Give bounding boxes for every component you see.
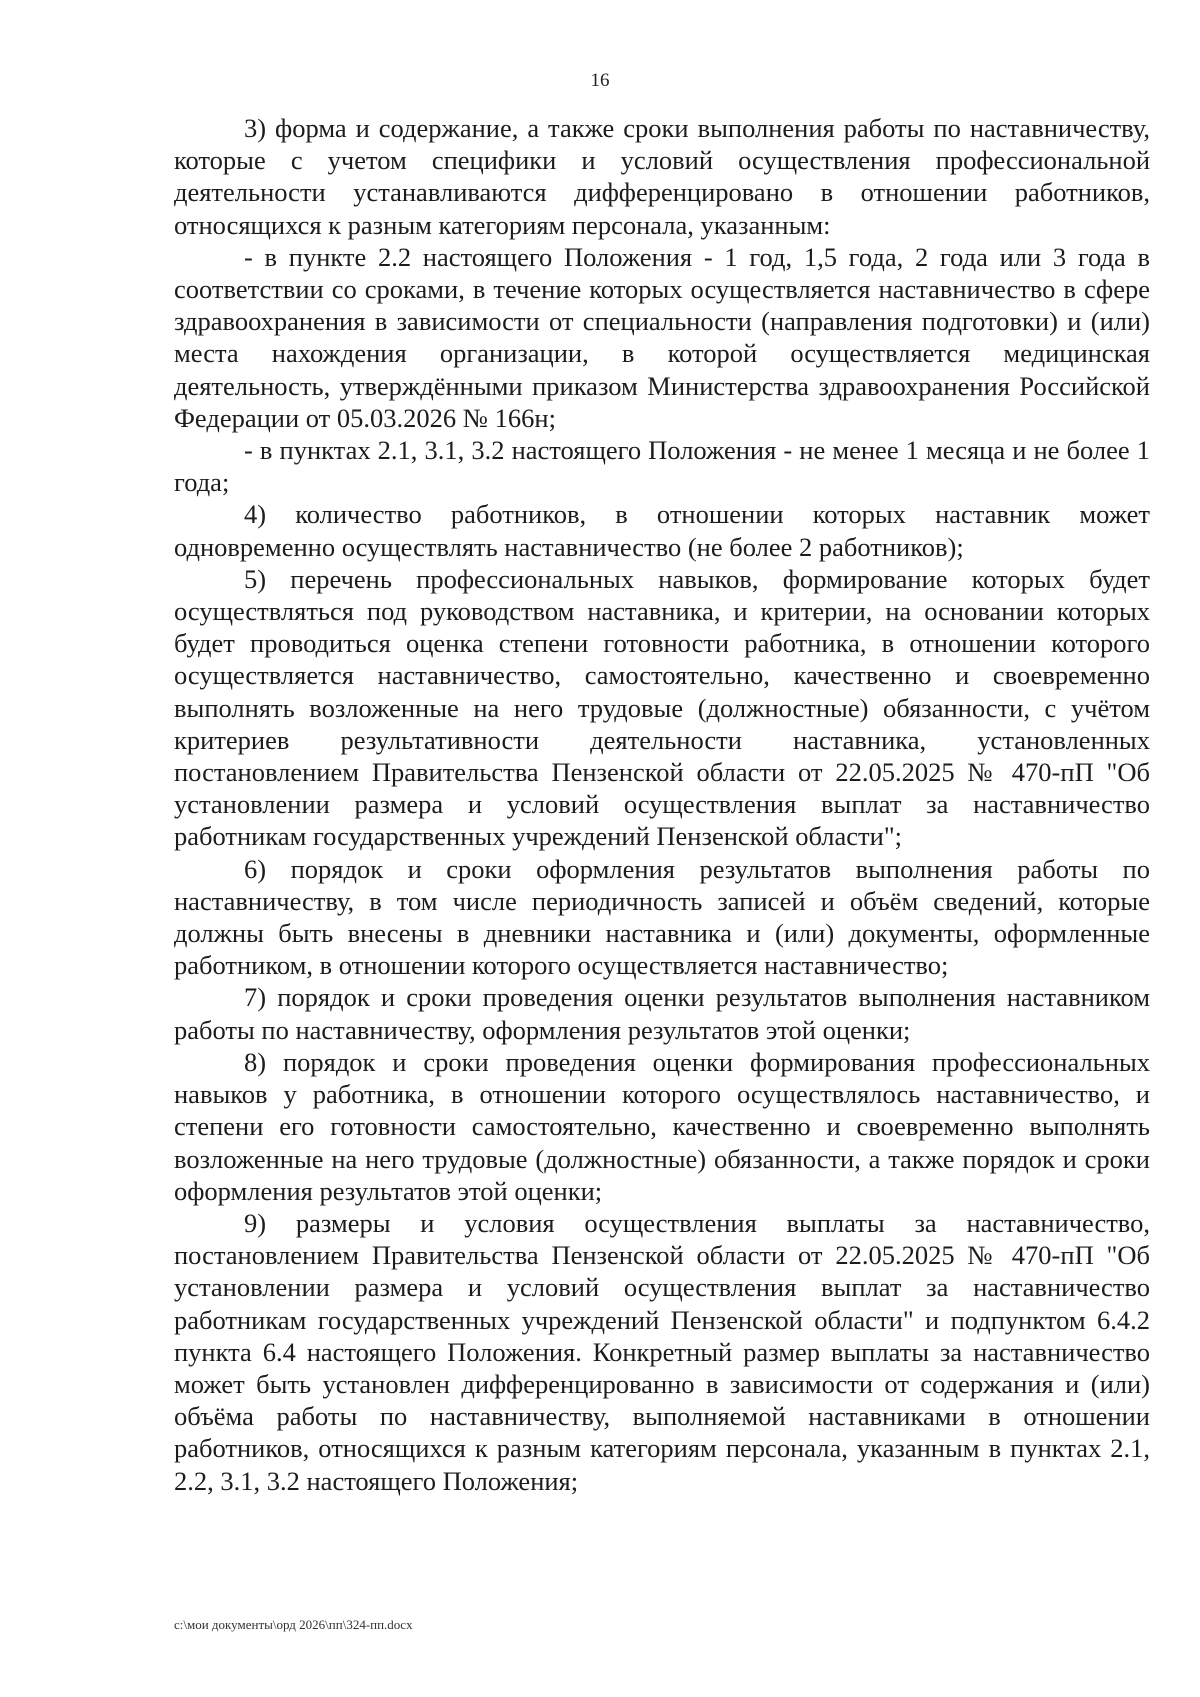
paragraph-item-8: 8) порядок и сроки проведения оценки формирования профессиональных навыков у работника, в отношении которого осуществлялось наставничество, и степени его готовности самостоятельно, качественно и своевременно выполнять возложенные на него трудовые (должностные) обязанности, а также порядок и сроки оформления результатов этой оценки; [174, 1046, 1150, 1206]
paragraph-item-4: 4) количество работников, в отношении которых наставник может одновременно осуществлять наставничество (не более 2 работников); [174, 499, 1150, 562]
paragraph-item-3: 3) форма и содержание, а также сроки выполнения работы по наставничеству, которые с учетом специфики и условий осуществления профессиональной деятельности устанавливаются дифференцировано в отношении работников, относящихся к разным категориям персонала, указанным: [174, 113, 1150, 240]
paragraph-item-7: 7) порядок и сроки проведения оценки результатов выполнения наставником работы по наставничеству, оформления результатов этой оценки; [174, 982, 1150, 1045]
document-body [174, 112, 1150, 1497]
page-number: 16 [590, 70, 610, 91]
paragraph-item-9: 9) размеры и условия осуществления выплаты за наставничество, постановлением Правительства Пензенской области от 22.05.2025 № 470-пП "Об установлении размера и условий осуществления выплат за наставничество работникам государственных учреждений Пензенской области" и подпунктом 6.4.2 пункта 6.4 настоящего Положения. Конкретный размер выплаты за наставничество может быть установлен дифференцированно в зависимости от содержания и (или) объёма работы по наставничеству, выполняемой наставниками в отношении работников, относящихся к разным категориям персонала, указанным в пунктах 2.1, 2.2, 3.1, 3.2 настоящего Положения; [174, 1207, 1150, 1496]
paragraph-subitem-2-1: - в пунктах 2.1, 3.1, 3.2 настоящего Положения - не менее 1 месяца и не более 1 года; [174, 435, 1150, 498]
footer-file-path: c:\мои документы\орд 2026\пп\324-пп.docx [174, 1617, 413, 1632]
paragraph-item-6: 6) порядок и сроки оформления результатов выполнения работы по наставничеству, в том числе периодичность записей и объём сведений, которые должны быть внесены в дневники наставника и (или) документы, оформленные работником, в отношении которого осуществляется наставничество; [174, 853, 1150, 981]
paragraph-item-5: 5) перечень профессиональных навыков, формирование которых будет осуществляться под руководством наставника, и критерии, на основании которых будет проводиться оценка степени готовности работника, в отношении которого осуществляется наставничество, самостоятельно, качественно и своевременно выполнять возложенные на него трудовые (должностные) обязанности, с учётом критериев результативности деятельности наставника, установленных постановлением Правительства Пензенской области от 22.05.2025 № 470-пП "Об установлении размера и условий осуществления выплат за наставничество работникам государственных учреждений Пензенской области"; [174, 563, 1150, 852]
paragraph-subitem-2-2: - в пункте 2.2 настоящего Положения - 1 год, 1,5 года, 2 года или 3 года в соответствии со сроками, в течение которых осуществляется наставничество в сфере здравоохранения в зависимости от специальности (направления подготовки) и (или) места нахождения организации, в которой осуществляется медицинская деятельность, утверждёнными приказом Министерства здравоохранения Российской Федерации от 05.03.2026 № 166н; [174, 241, 1150, 433]
